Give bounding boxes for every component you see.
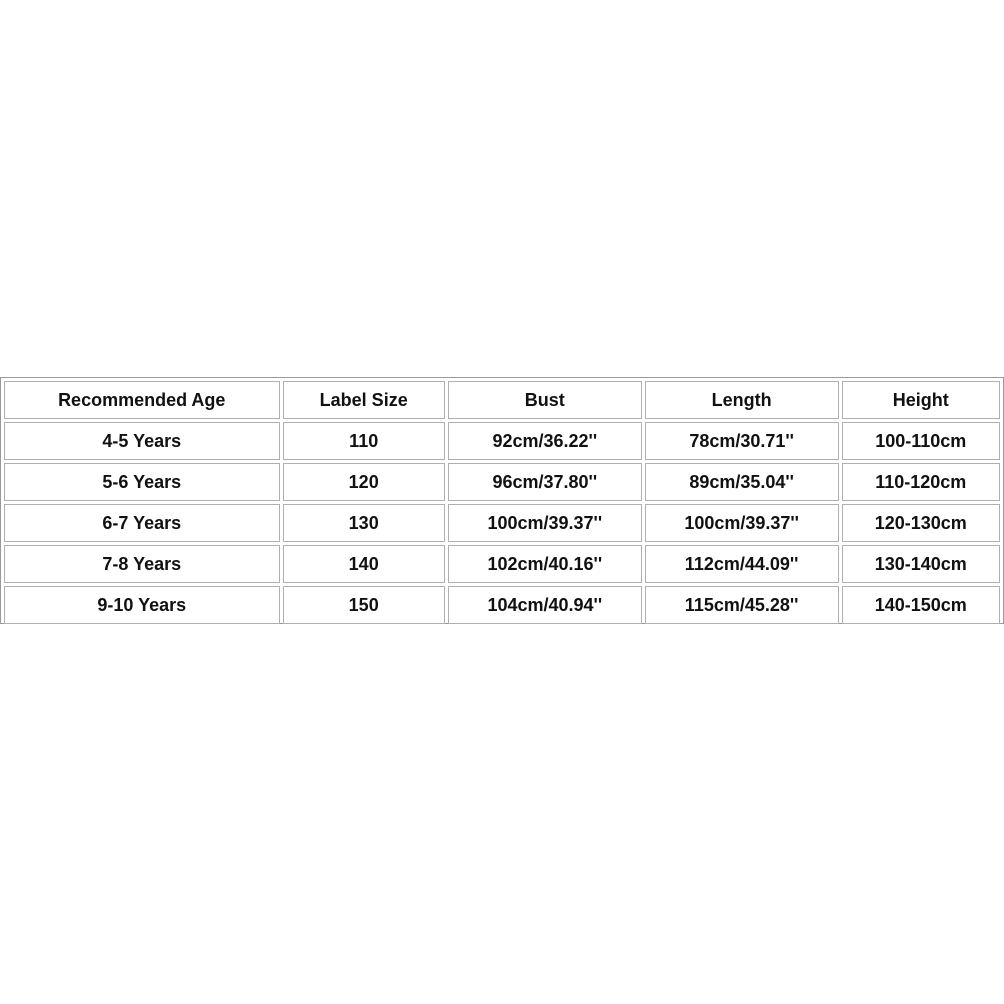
table-cell: 115cm/45.28'' — [645, 586, 839, 624]
table-cell: 9-10 Years — [4, 586, 280, 624]
table-cell: 100-110cm — [842, 422, 1000, 460]
table-cell: 150 — [283, 586, 445, 624]
table-cell: 6-7 Years — [4, 504, 280, 542]
table-row — [4, 504, 1000, 542]
table-cell: 89cm/35.04'' — [645, 463, 839, 501]
table-cell: 5-6 Years — [4, 463, 280, 501]
table-row — [4, 422, 1000, 460]
table-cell: 104cm/40.94'' — [448, 586, 642, 624]
table-cell: 102cm/40.16'' — [448, 545, 642, 583]
table-cell: 112cm/44.09'' — [645, 545, 839, 583]
table-cell: 100cm/39.37'' — [645, 504, 839, 542]
table-row — [4, 586, 1000, 624]
table-row — [4, 463, 1000, 501]
table-cell: 140-150cm — [842, 586, 1000, 624]
table-cell: 140 — [283, 545, 445, 583]
table-row — [4, 545, 1000, 583]
header-cell: Recommended Age — [4, 381, 280, 419]
table-cell: 96cm/37.80'' — [448, 463, 642, 501]
table-cell: 130-140cm — [842, 545, 1000, 583]
table-cell: 110-120cm — [842, 463, 1000, 501]
size-table — [1, 378, 1003, 627]
table-header-row — [4, 381, 1000, 419]
header-cell: Bust — [448, 381, 642, 419]
header-cell: Label Size — [283, 381, 445, 419]
header-cell: Length — [645, 381, 839, 419]
table-cell: 78cm/30.71'' — [645, 422, 839, 460]
table-cell: 110 — [283, 422, 445, 460]
table-cell: 120 — [283, 463, 445, 501]
size-chart — [0, 377, 1004, 624]
table-cell: 92cm/36.22'' — [448, 422, 642, 460]
table-cell: 100cm/39.37'' — [448, 504, 642, 542]
table-cell: 4-5 Years — [4, 422, 280, 460]
table-cell: 120-130cm — [842, 504, 1000, 542]
header-cell: Height — [842, 381, 1000, 419]
table-cell: 7-8 Years — [4, 545, 280, 583]
table-cell: 130 — [283, 504, 445, 542]
